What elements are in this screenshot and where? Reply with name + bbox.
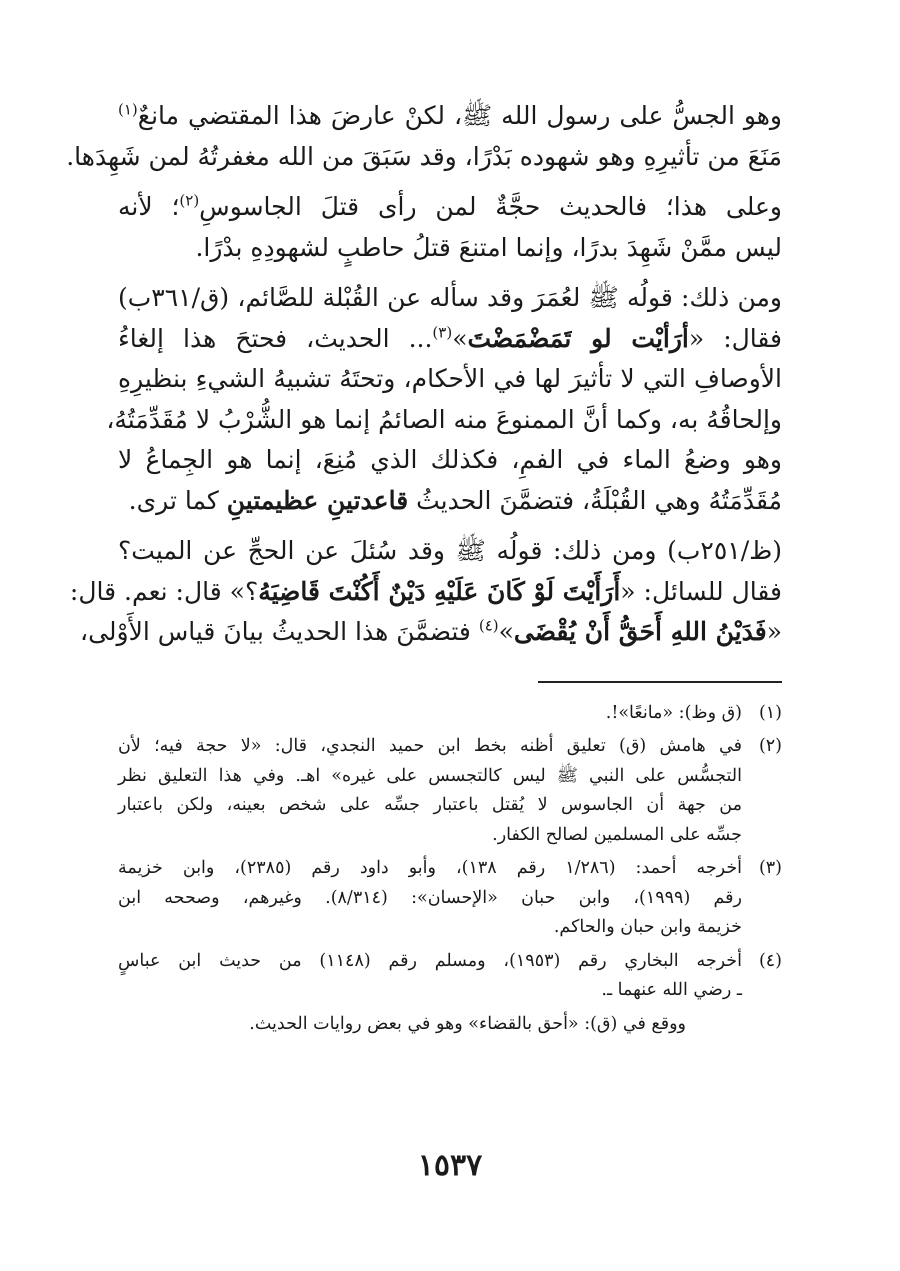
footnote-1 (118, 699, 782, 729)
text-run: مُقَدِّمَتُهُ وهي القُبْلَةُ، فتضمَّنَ الحديثُ (408, 485, 782, 515)
text-line: وإلحاقُهُ به، وكما أنَّ الممنوعَ منه الصائمُ إنما هو الشُّرْبُ لا مُقَدِّمَتُهُ، (106, 404, 782, 434)
paragraph-4 (69, 531, 782, 653)
text-line: الأوصافِ التي لا تأثيرَ لها في الأحكام، وتحتَهُ تشبيهُ الشيءِ بنظيرِهِ (118, 364, 782, 393)
text-line (118, 319, 782, 360)
footnote-number: (٣) (758, 858, 782, 878)
text-line (118, 481, 782, 522)
text-line: ومن ذلك: قولُه ﷺ لعُمَرَ وقد سأله عن القُبْلة للصَّائم، (ق/٣٦١ب) (118, 283, 782, 312)
footnote-line: ـ رضي الله عنهما ـ. (601, 980, 742, 1000)
footnote-line: أخرجه أحمد: (١/٢٨٦ رقم ١٣٨)، وأبو داود رقم (٢٣٨٥)، وابن خزيمة (118, 858, 742, 878)
text-run: فتضمَّنَ هذا الحديثُ بيانَ قياس الأَوْلى، (80, 617, 479, 646)
text-run: كما ترى. (128, 485, 227, 515)
hadith-quote: أرَأيْت لو تَمَضْمَضْتَ (467, 323, 689, 353)
footnote-4-extra: ووقع في (ق): «أحق بالقضاء» وهو في بعض روايات الحديث. (249, 1013, 686, 1034)
footnote-line: رقم (١٩٩٩)، وابن حبان «الإحسان»: (٨/٣١٤). وغيرهم، وصححه ابن (118, 887, 743, 908)
text-line: مَنَعَ من تأثيرِهِ وهو شهوده بَدْرًا، وقد سَبَقَ من الله مغفرتُهُ لمن شَهِدَها. (66, 141, 782, 171)
text-line: ليس ممَّنْ شَهِدَ بدرًا، وإنما امتنعَ قتلُ حاطبٍ لشهودِهِ بدْرًا. (195, 232, 782, 262)
footnote-line: (ق وظ): «مانعًا»!. (605, 702, 742, 723)
text-run: وعلى هذا؛ فالحديث حجَّةٌ لمن رأى قتلَ الجاسوسِ (199, 192, 782, 221)
footnote-body (118, 947, 742, 1006)
footnote-number: (٢) (758, 736, 782, 756)
footnote-ref-4[interactable]: (٤) (478, 616, 499, 635)
page-number: ١٥٣٧ (417, 1148, 483, 1183)
footnote-ref-1[interactable]: (١) (118, 100, 138, 119)
text-line (80, 612, 782, 653)
text-line (69, 572, 782, 613)
text-line: (ظ/٢٥١ب) ومن ذلك: قولُه ﷺ وقد سُئلَ عن الحجِّ عن الميت؟ (118, 536, 782, 565)
text-run: وهو الجسُّ على رسول الله ﷺ، لكنْ عارضَ هذا المقتضي مانعٌ (137, 101, 782, 130)
footnote-4 (118, 947, 782, 1006)
hadith-quote: فَدَيْنُ اللهِ أَحَقُّ أَنْ يُقْضَى (513, 617, 767, 646)
footnote-body (118, 699, 742, 729)
footnote-ref-3[interactable]: (٣) (432, 323, 453, 342)
text-run: ... الحديث، فحتحَ هذا إلغاءُ (118, 323, 433, 353)
footnotes (118, 699, 782, 1040)
footnote-line: التجسُّس على النبي ﷺ ليس كالتجسس على غيره» اهـ. وفي هذا التعليق نظر (118, 765, 742, 786)
paragraph-2 (118, 187, 782, 268)
text-run: « (766, 617, 782, 646)
footnote-ref-2[interactable]: (٢) (179, 191, 200, 210)
footnote-line: خزيمة وابن حبان والحاكم. (553, 917, 742, 937)
text-run: فقال: « (688, 323, 783, 353)
text-run: » (498, 617, 514, 646)
footnote-line: جسِّه على المسلمين لصالح الكفار. (492, 824, 742, 845)
text-line (118, 187, 782, 228)
footnote-line: في هامش (ق) تعليق أظنه بخط ابن حميد النجدي، قال: «لا حجة فيه؛ لأن (118, 736, 742, 756)
paragraph-1 (66, 96, 782, 177)
emphasis-text: قاعدتينِ عظيمتينِ (226, 485, 409, 515)
text-line: وهو وضعُ الماء في الفمِ، فكذلك الذي مُنِعَ، إنما هو الجِماعُ لا (118, 445, 782, 474)
text-run: » (452, 323, 468, 353)
footnote-line: من جهة أن الجاسوس لا يُقتل باعتبار جسِّه على شخص بعينه، ولكن باعتبار (118, 795, 742, 815)
text-run: ؟» قال: نعم. قال: (69, 576, 259, 606)
footnote-3 (118, 854, 782, 943)
page-content (66, 96, 783, 1039)
footnote-2 (118, 732, 782, 850)
footnote-line: أخرجه البخاري رقم (١٩٥٣)، ومسلم رقم (١١٤٨) من حديث ابن عباسٍ (118, 950, 742, 971)
footnote-body (118, 854, 742, 943)
footnote-divider (538, 681, 782, 683)
text-run: فقال للسائل: « (620, 576, 782, 606)
text-line (118, 96, 782, 137)
footnote-number: (١) (758, 702, 782, 723)
text-run: ؛ لأنه (118, 192, 180, 221)
paragraph-3 (106, 278, 783, 521)
footnote-number: (٤) (758, 950, 782, 971)
hadith-quote: أَرَأَيْتَ لَوْ كَانَ عَلَيْهِ دَيْنٌ أَكُنْتَ قَاضِيَهُ (258, 576, 621, 606)
footnote-body (118, 732, 742, 850)
